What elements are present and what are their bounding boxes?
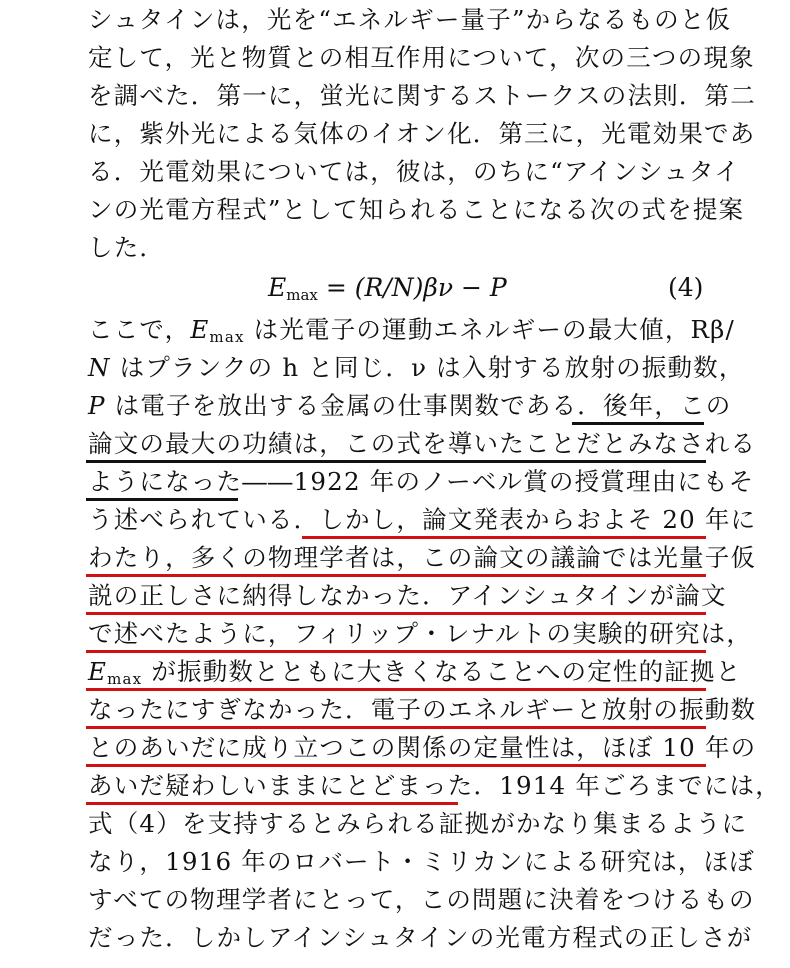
text-line: だった．しかしアインシュタインの光電方程式の正しさが [88, 923, 753, 952]
text-line: した． [88, 233, 166, 262]
text-line: 定して，光と物質との相互作用について，次の三つの現象 [88, 43, 755, 72]
text-line: ンの光電方程式”として知られることになる次の式を提案 [88, 195, 745, 224]
text-line: なったにすぎなかった．電子のエネルギーと放射の振動数 [88, 695, 757, 724]
text-line: 論文の最大の功績は，この式を導いたことだとみなされる [88, 429, 757, 458]
text-line: で述べたように，フィリップ・レナルトの実験的研究は， [88, 619, 753, 648]
text-line: る．光電効果については，彼は，のちに“アインシュタイ [88, 157, 740, 186]
text-line: あいだ疑わしいままにとどまった．1914 年ごろまでには， [88, 771, 781, 800]
underline-black [572, 422, 704, 425]
text-line: に，紫外光による気体のイオン化．第三に，光電効果であ [88, 119, 756, 148]
text-line: う述べられている．しかし，論文発表からおよそ 20 年に [88, 505, 757, 534]
equation-number: (4) [668, 273, 704, 302]
equation-4 [0, 268, 790, 308]
underline-red [86, 650, 706, 653]
text-line: $E_{max}$ が振動数とともに大きくなることへの定性的証拠と [88, 657, 742, 688]
equation-expression: $E_{max} = (R/N)\beta\nu - P$ [268, 273, 507, 304]
underline-red [86, 574, 706, 577]
text-line: ようになった――1922 年のノーベル賞の授賞理由にもそ [88, 467, 755, 496]
underline-red [86, 726, 706, 729]
text-line: なり，1916 年のロバート・ミリカンによる研究は，ほぼ [88, 847, 755, 876]
underline-red [86, 688, 706, 691]
text-line: を調べた．第一に，蛍光に関するストークスの法則．第二 [88, 81, 756, 110]
text-line: ここで，$E_{max}$ は光電子の運動エネルギーの最大値，Rβ/ [88, 315, 735, 346]
underline-red [86, 612, 706, 615]
underline-red [86, 764, 706, 767]
underline-red [86, 802, 458, 805]
text-line: N はプランクの h と同じ．ν は入射する放射の振動数， [88, 353, 745, 382]
underline-red [302, 536, 706, 539]
text-line: 式（4）を支持するとみられる証拠がかなり集まるように [88, 809, 748, 838]
underline-black [86, 460, 706, 463]
text-line: 説の正しさに納得しなかった．アインシュタインが論文 [88, 581, 727, 610]
text-line: とのあいだに成り立つこの関係の定量性は，ほぼ 10 年の [88, 733, 757, 762]
text-line: P は電子を放出する金属の仕事関数である．後年，この [88, 391, 732, 420]
underline-black [86, 498, 238, 501]
text-line: シュタインは，光を“エネルギー量子”からなるものと仮 [88, 5, 732, 34]
text-line: わたり，多くの物理学者は，この論文の議論では光量子仮 [88, 543, 757, 572]
text-line: すべての物理学者にとって，この問題に決着をつけるもの [88, 885, 755, 914]
